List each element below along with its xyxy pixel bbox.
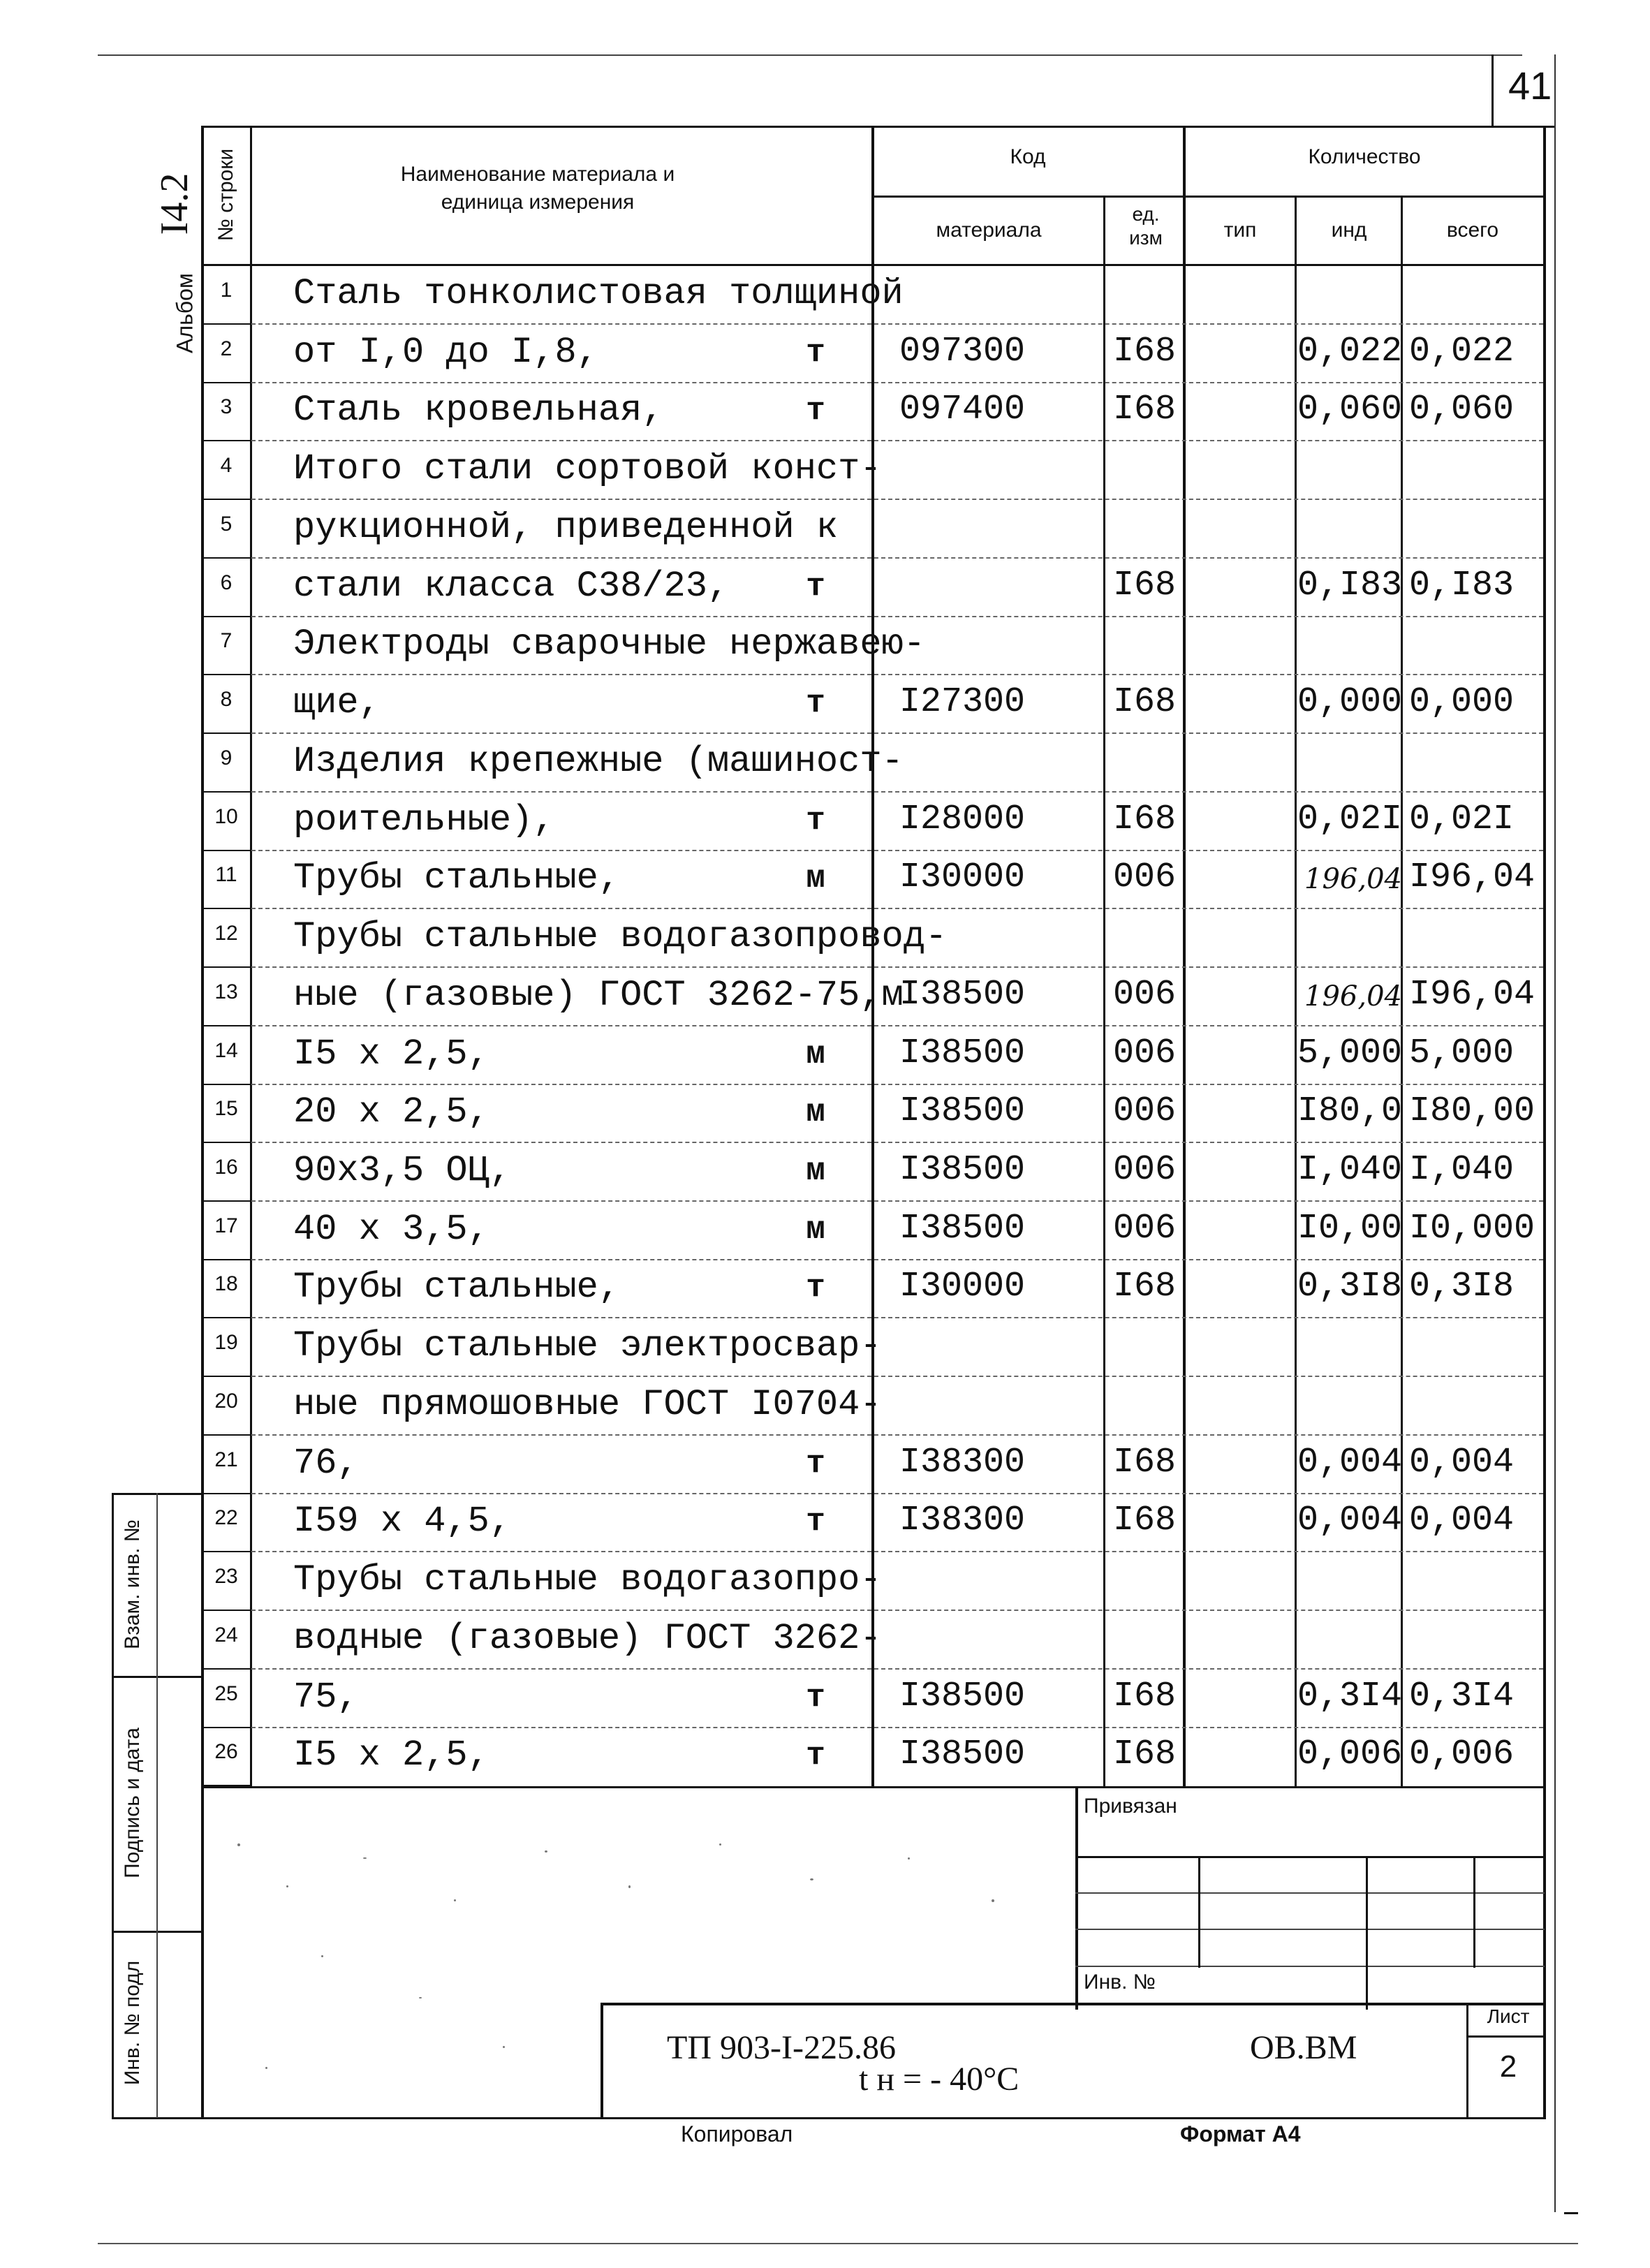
material-code: I30000 [899,1267,1026,1306]
quantity-total: I96,04 [1409,975,1535,1015]
unit-code: I68 [1112,682,1176,722]
table-row [201,1377,1545,1436]
table-row [201,968,1545,1026]
table-row [201,1494,1545,1552]
row-number: 14 [214,1039,238,1062]
material-name: Изделия крепежные (машиност- [293,741,904,782]
row-number: 8 [220,688,233,711]
material-code: I28000 [899,800,1026,839]
material-code: I30000 [899,857,1026,897]
unit-code: 006 [1112,1150,1176,1190]
header-unit: ед. изм [1129,203,1163,249]
side-label-vzam: Взам. инв. № [121,1519,144,1649]
row-number: 7 [220,629,233,652]
material-code: 097300 [899,332,1026,371]
unit-code: 006 [1112,1091,1176,1131]
unit-label: т [806,685,825,721]
quantity-total: I80,00 [1409,1091,1535,1131]
material-code: I38500 [899,1735,1026,1774]
row-number: 21 [214,1448,238,1471]
header-material: материала [936,219,1042,242]
side-label-inv-podl: Инв. № подл [121,1960,144,2086]
table-row [201,734,1545,793]
material-code: I38500 [899,1209,1026,1249]
row-number: 18 [214,1272,238,1295]
stamp-privyazan: Привязан [1084,1795,1177,1818]
quantity-total: 0,3I8 [1409,1267,1515,1306]
material-code: I38300 [899,1443,1026,1482]
material-name: 76, [293,1443,359,1484]
unit-code: I68 [1112,332,1176,371]
table-row [201,559,1545,617]
quantity-total: I0,000 [1409,1209,1535,1249]
row-number: 6 [220,571,233,594]
table-row [201,1084,1545,1143]
material-name: 75, [293,1677,359,1718]
page-number: 41 [1508,64,1552,108]
table-row [201,675,1545,734]
unit-code: 006 [1112,975,1176,1015]
table-row [201,850,1545,909]
table-row [201,441,1545,500]
unit-label: т [806,1679,825,1716]
material-code: I38500 [899,1677,1026,1716]
material-name: ные (газовые) ГОСТ 3262-75,м [293,975,904,1016]
unit-code: 006 [1112,857,1176,897]
material-name: ные прямошовные ГОСТ I0704- [293,1384,882,1425]
table-row [201,1728,1545,1786]
row-number: 20 [214,1390,238,1413]
unit-code: I68 [1112,800,1176,839]
material-name: I59 x 4,5, [293,1501,512,1542]
row-number: 10 [214,805,238,828]
table-row [201,1670,1545,1728]
unit-label: м [806,860,825,897]
row-number: 16 [214,1156,238,1179]
unit-label: м [806,1094,825,1131]
table-row [201,1436,1545,1494]
quantity-total: 0,004 [1409,1501,1515,1540]
unit-label: т [806,1737,825,1774]
quantity-ind: 0,022 [1297,332,1403,371]
table-row [201,1552,1545,1611]
quantity-total: 0,060 [1409,390,1515,429]
unit-code: I68 [1112,1267,1176,1306]
material-name: Итого стали сортовой конст- [293,448,882,489]
quantity-total: I,040 [1409,1150,1515,1190]
row-number: 22 [214,1506,238,1529]
quantity-total: 0,006 [1409,1735,1515,1774]
unit-code: I68 [1112,390,1176,429]
album-label: Альбом [172,273,198,353]
table-row [201,1202,1545,1260]
row-number: 9 [220,746,233,770]
material-name: Трубы стальные, [293,857,621,899]
material-name: водные (газовые) ГОСТ 3262- [293,1618,882,1659]
table-row [201,266,1545,325]
table-row [201,617,1545,675]
row-number: 17 [214,1214,238,1237]
unit-label: м [806,1212,825,1248]
row-number: 11 [215,863,237,886]
row-number: 2 [220,337,233,360]
header-name: Наименование материала и единица измерения [400,163,675,214]
quantity-total: 0,004 [1409,1443,1515,1482]
footer-copied: Копировал [681,2121,793,2146]
quantity-total: 5,000 [1409,1033,1515,1073]
quantity-ind: 0,02I [1297,800,1403,839]
quantity-ind: 0,004 [1297,1501,1403,1540]
header-type: тип [1223,219,1257,242]
quantity-ind: 0,I83 [1297,566,1403,605]
material-name: щие, [293,682,381,723]
material-name: рукционной, приведенной к [293,507,839,548]
quantity-ind: 0,060 [1297,390,1403,429]
quantity-total: 0,3I4 [1409,1677,1515,1716]
row-number: 25 [214,1682,238,1705]
unit-label: т [806,392,825,429]
quantity-ind: I,040 [1297,1150,1403,1190]
stamp-mark: ОВ.ВМ [1250,2029,1357,2066]
header-ind: инд [1331,219,1367,242]
unit-label: т [806,1269,825,1306]
material-name: Трубы стальные электросвар- [293,1325,882,1367]
quantity-ind: 196,04 [1304,863,1402,895]
table-row [201,1143,1545,1202]
header-code: Код [1010,145,1046,168]
unit-code: I68 [1112,1501,1176,1540]
quantity-total: I96,04 [1409,857,1535,897]
unit-code: I68 [1112,566,1176,605]
row-number: 19 [214,1331,238,1354]
row-number: 5 [220,513,233,536]
material-name: Сталь кровельная, [293,390,664,431]
header-total: всего [1446,219,1499,242]
material-name: стали класса С38/23, [293,566,730,607]
material-code: I38500 [899,1033,1026,1073]
material-name: 90x3,5 ОЦ, [293,1150,512,1191]
quantity-ind: I0,00 [1297,1209,1403,1249]
row-number: 12 [214,922,238,945]
unit-code: I68 [1112,1735,1176,1774]
row-number: 23 [214,1565,238,1588]
row-number: 3 [220,395,233,418]
material-name: I5 x 2,5, [293,1033,489,1075]
quantity-ind: 0,004 [1297,1443,1403,1482]
unit-label: т [806,802,825,839]
unit-label: м [806,1153,825,1189]
stamp-designation: ТП 903-I-225.86 [667,2029,896,2066]
unit-code: I68 [1112,1677,1176,1716]
row-number: 15 [214,1097,238,1120]
quantity-total: 0,I83 [1409,566,1515,605]
material-name: Сталь тонколистовая толщиной [293,273,904,314]
album-number: I4.2 [153,172,196,235]
quantity-ind: 0,3I8 [1297,1267,1403,1306]
table-row [201,500,1545,559]
material-name: Трубы стальные водогазопровод- [293,916,948,957]
quantity-ind: 0,006 [1297,1735,1403,1774]
material-name: I5 x 2,5, [293,1735,489,1776]
table-row [201,1260,1545,1318]
material-name: Трубы стальные, [293,1267,621,1308]
material-name: от I,0 до I,8, [293,332,598,373]
table-row [201,383,1545,441]
quantity-total: 0,02I [1409,800,1515,839]
unit-code: I68 [1112,1443,1176,1482]
material-code: 097400 [899,390,1026,429]
row-number: 1 [220,279,233,302]
row-number: 26 [214,1740,238,1763]
row-number: 13 [214,980,238,1003]
material-code: I38500 [899,1150,1026,1190]
unit-label: т [806,1503,825,1540]
table-row [201,1318,1545,1377]
quantity-ind: 0,000 [1297,682,1403,722]
material-name: Электроды сварочные нержавею- [293,624,925,665]
quantity-ind: 0,3I4 [1297,1677,1403,1716]
stamp-temperature: t н = - 40°С [859,2061,1019,2098]
quantity-total: 0,022 [1409,332,1515,371]
material-code: I38300 [899,1501,1026,1540]
stamp-inv-no: Инв. № [1084,1971,1156,1994]
header-quantity: Количество [1308,145,1421,168]
material-name: 40 x 3,5, [293,1209,489,1250]
row-number: 4 [220,454,233,477]
unit-label: т [806,1445,825,1482]
quantity-ind: 196,04 [1304,980,1402,1012]
quantity-ind: I80,0 [1297,1091,1403,1131]
material-name: Трубы стальные водогазопро- [293,1559,882,1600]
stamp-sheet-label: Лист [1487,2005,1530,2027]
material-code: I27300 [899,682,1026,722]
unit-code: 006 [1112,1209,1176,1249]
table-row [201,793,1545,851]
quantity-total: 0,000 [1409,682,1515,722]
unit-code: 006 [1112,1033,1176,1073]
material-name: роительные), [293,800,555,841]
unit-label: м [806,1036,825,1073]
material-code: I38500 [899,1091,1026,1131]
stamp-sheet-number: 2 [1499,2049,1517,2084]
row-number: 24 [214,1623,238,1647]
footer-format: Формат А4 [1180,2121,1301,2146]
side-label-podpis: Подпись и дата [121,1728,144,1878]
table-row [201,909,1545,968]
table-row [201,1026,1545,1085]
unit-label: т [806,334,825,371]
material-name: 20 x 2,5, [293,1091,489,1133]
material-code: I38500 [899,975,1026,1015]
header-row-no: № строки [214,148,237,242]
quantity-ind: 5,000 [1297,1033,1403,1073]
table-row [201,1611,1545,1670]
unit-label: т [806,568,825,605]
table-row [201,325,1545,383]
